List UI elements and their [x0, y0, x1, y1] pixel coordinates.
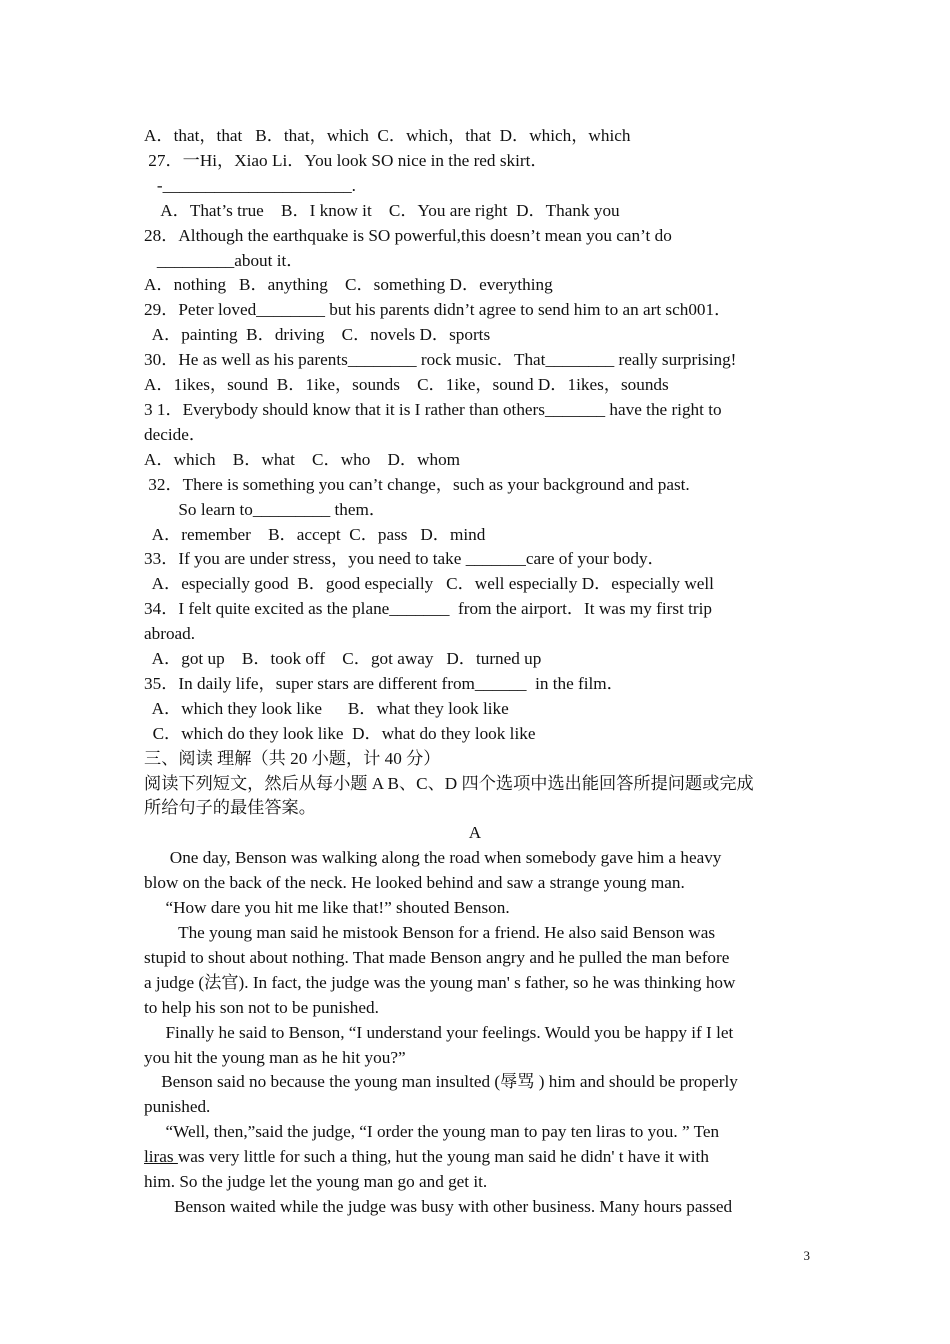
q27-options: A．That’s true B．I know it C．You are right D．Thank you [144, 200, 620, 220]
instructions-line-2: 所给句子的最佳答案。 [144, 798, 316, 818]
q33-options: A．especially good B．good especially C．well especially D．especially well [144, 574, 714, 594]
q28-stem-line-2: _________about it． [144, 250, 304, 270]
passage-p3-line-4: to help his son not to be punished. [144, 997, 379, 1017]
q32-stem-line-1: 32．There is something you can’t change，such as your background and past. [144, 474, 690, 494]
passage-p4-line-1: Finally he said to Benson, “I understand your feelings. Would you be happy if I let [144, 1022, 734, 1042]
passage-p3-line-2: stupid to shout about nothing. That made Benson angry and he pulled the man before [144, 947, 730, 967]
instructions-line-1: 阅读下列短文，然后从每小题 A B、C、D 四个选项中选出能回答所提问题或完成 [144, 773, 754, 793]
passage-p6-line-2-rest: was very little for such a thing, hut the young man said he didn' t have it with [177, 1147, 709, 1167]
q35-options-line-2: C．which do they look like D．what do they look like [144, 723, 536, 743]
q32-stem-line-2: So learn to_________ them． [144, 499, 387, 519]
q32-options: A．remember B．accept C．pass D．mind [144, 524, 486, 544]
q28-stem-line-1: 28．Although the earthquake is SO powerful,this doesn’t mean you can’t do [144, 225, 672, 245]
q30-options: A．1ikes，sound B．1ike，sounds C．1ike，sound D．1ikes，sounds [144, 375, 669, 395]
document-page [144, 124, 806, 1220]
passage-p3-line-1: The young man said he mistook Benson for a friend. He also said Benson was [144, 923, 716, 942]
q33-stem: 33．If you are under stress，you need to take _______care of your body． [144, 549, 665, 569]
passage-p1-line-1: One day, Benson was walking along the road when somebody gave him a heavy [144, 848, 722, 868]
q30-stem: 30．He as well as his parents________ rock music．That________ really surprising! [144, 350, 737, 370]
passage-p2-line-1: “How dare you hit me like that!” shouted Benson. [144, 898, 510, 918]
q29-options: A．painting B．driving C．novels D．sports [144, 325, 491, 345]
q31-stem-line-2: decide． [144, 424, 207, 444]
underlined-word-liras: liras [144, 1147, 178, 1167]
passage-p6-line-3: him. So the judge let the young man go and get it. [144, 1172, 488, 1192]
passage-p5-line-1: Benson said no because the young man insulted (辱骂 ) him and should be properly [144, 1072, 738, 1092]
section-title: 三、阅读 理解（共 20 小题，计 40 分） [144, 748, 441, 768]
q34-stem-line-1: 34．I felt quite excited as the plane_______ from the airport．It was my first trip [144, 599, 712, 619]
q35-stem: 35．In daily life，super stars are different from______ in the film． [144, 673, 624, 693]
passage-p7-line-1: Benson waited while the judge was busy with other business. Many hours passed [144, 1196, 733, 1216]
passage-p4-line-2: you hit the young man as he hit you?” [144, 1047, 406, 1067]
q31-stem-line-1: 3 1．Everybody should know that it is I rather than others_______ have the right to [144, 399, 722, 419]
passage-p5-line-2: punished. [144, 1097, 211, 1117]
q28-options: A．nothing B．anything C．something D．everything [144, 275, 553, 295]
passage-p6-line-2 [144, 1145, 806, 1170]
q34-options: A．got up B．took off C．got away D．turned up [144, 649, 542, 669]
q26-options: A．that，that B．that，which C．which，that D．which，which [144, 126, 631, 145]
passage-p1-line-2: blow on the back of the neck. He looked behind and saw a strange young man. [144, 873, 685, 893]
q27-stem: 27．一Hi，Xiao Li．You look SO nice in the red skirt． [144, 150, 548, 170]
page-number: 3 [803, 1248, 810, 1263]
q27-answer-blank: -______________________. [144, 175, 356, 195]
q35-options-line-1: A．which they look like B．what they look like [144, 698, 509, 718]
q31-options: A．which B．what C．who D．whom [144, 449, 461, 469]
passage-p6-line-1: “Well, then,”said the judge, “I order the young man to pay ten liras to you. ” Ten [144, 1122, 720, 1142]
q29-stem: 29．Peter loved________ but his parents didn’t agree to send him to an art sch001． [144, 300, 732, 320]
passage-p3-line-3: a judge (法官). In fact, the judge was the young man' s father, so he was thinking how [144, 972, 736, 992]
q34-stem-line-2: abroad. [144, 624, 196, 644]
passage-label: A [468, 823, 482, 843]
